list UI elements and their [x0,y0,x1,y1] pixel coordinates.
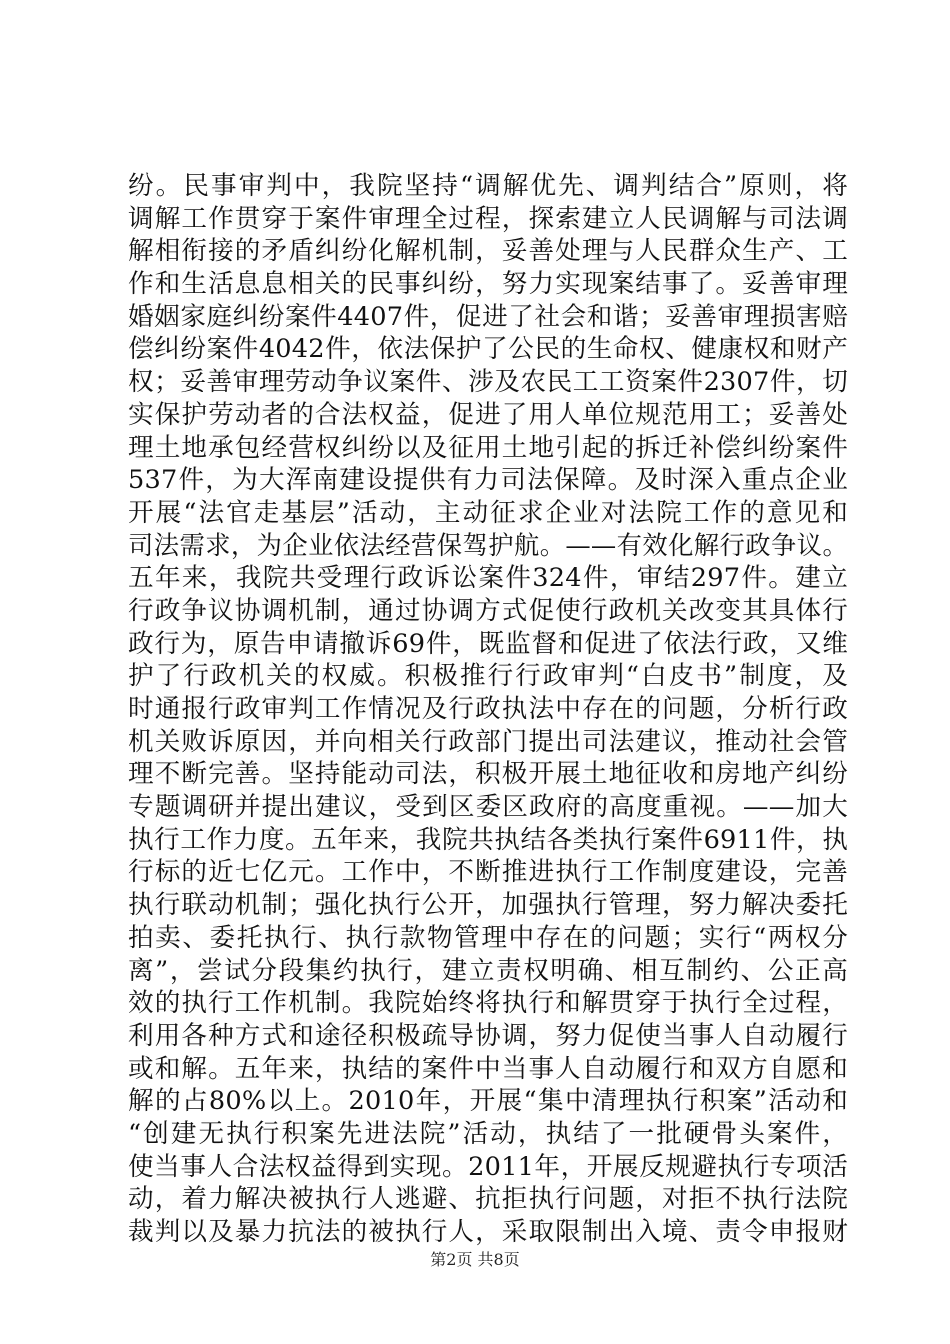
text-line: 理土地承包经营权纠纷以及征用土地引起的拆迁补偿纠纷案件 [128,432,848,463]
page-number-footer: 第2页 共8页 [430,1250,520,1269]
text-line: 离”，尝试分段集约执行，建立责权明确、相互制约、公正高 [128,955,848,986]
text-line: 偿纠纷案件4042件，依法保护了公民的生命权、健康权和财产 [128,334,848,365]
text-line: 权；妥善审理劳动争议案件、涉及农民工工资案件2307件，切 [128,367,848,398]
text-line: 五年来，我院共受理行政诉讼案件324件，审结297件。建立 [128,563,848,594]
text-line: 时通报行政审判工作情况及行政执法中存在的问题，分析行政 [128,694,848,724]
text-line: 动，着力解决被执行人逃避、抗拒执行问题，对拒不执行法院 [128,1184,848,1215]
text-line: 或和解。五年来，执结的案件中当事人自动履行和双方自愿和 [128,1053,848,1084]
text-line: 执行联动机制；强化执行公开，加强执行管理，努力解决委托 [128,890,848,921]
text-line: 利用各种方式和途径积极疏导协调，努力促使当事人自动履行 [128,1020,848,1051]
text-line: 机关败诉原因，并向相关行政部门提出司法建议，推动社会管 [128,726,848,757]
text-line: 执行工作力度。五年来，我院共执结各类执行案件6911件，执 [128,824,848,855]
text-line: 行政争议协调机制，通过协调方式促使行政机关改变其具体行 [128,595,848,626]
text-line: 实保护劳动者的合法权益，促进了用人单位规范用工；妥善处 [128,399,848,430]
text-line: 使当事人合法权益得到实现。2011年，开展反规避执行专项活 [128,1151,848,1182]
text-line: 解相衔接的矛盾纠纷化解机制，妥善处理与人民群众生产、工 [128,236,848,267]
text-line: 司法需求，为企业依法经营保驾护航。——有效化解行政争议。 [128,530,848,560]
text-line: 政行为，原告申请撤诉69件，既监督和促进了依法行政，又维 [128,628,848,659]
text-line: 理不断完善。坚持能动司法，积极开展土地征收和房地产纠纷 [128,759,848,790]
text-line: 拍卖、委托执行、执行款物管理中存在的问题；实行“两权分 [128,922,848,953]
text-line: 婚姻家庭纠纷案件4407件，促进了社会和谐；妥善审理损害赔 [128,301,848,332]
text-line: 护了行政机关的权威。积极推行行政审判“白皮书”制度，及 [128,661,848,692]
text-line: 537件，为大浑南建设提供有力司法保障。及时深入重点企业 [128,465,848,496]
text-line: 行标的近七亿元。工作中，不断推进执行工作制度建设，完善 [128,857,848,888]
text-line: 调解工作贯穿于案件审理全过程，探索建立人民调解与司法调 [128,203,848,234]
text-line: 开展“法官走基层”活动，主动征求企业对法院工作的意见和 [128,497,848,528]
body-text [128,170,848,1249]
text-line: 专题调研并提出建议，受到区委区政府的高度重视。——加大 [128,792,848,823]
text-line: 作和生活息息相关的民事纠纷，努力实现案结事了。妥善审理 [128,269,848,300]
text-line: 效的执行工作机制。我院始终将执行和解贯穿于执行全过程， [128,988,848,1019]
text-line: 纷。民事审判中，我院坚持“调解优先、调判结合”原则，将 [128,171,848,201]
text-line: “创建无执行积案先进法院”活动，执结了一批硬骨头案件， [128,1118,848,1149]
text-line: 裁判以及暴力抗法的被执行人，采取限制出入境、责令申报财 [128,1217,848,1247]
text-line: 解的占80%以上。2010年，开展“集中清理执行积案”活动和 [128,1086,848,1117]
